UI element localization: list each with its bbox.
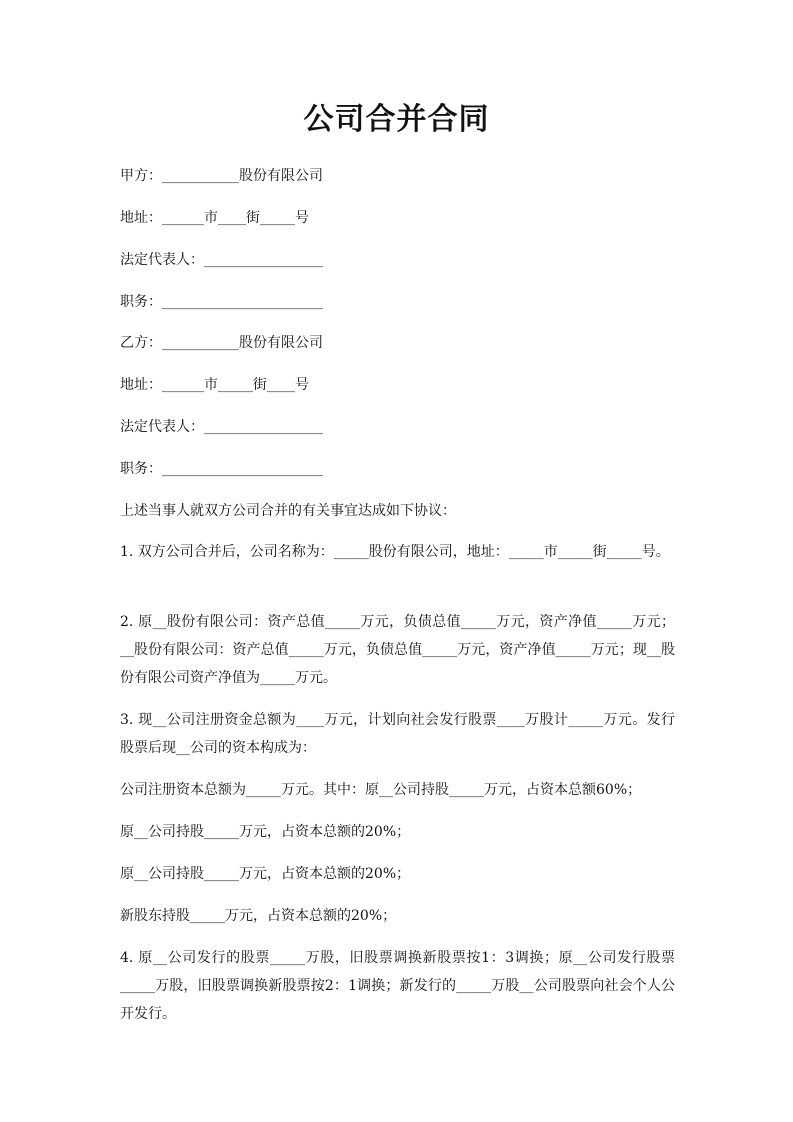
capital-line-2: 原__公司持股_____万元，占资本总额的20%； (120, 824, 411, 840)
party-a-name: 甲方：___________股份有限公司 (120, 168, 323, 184)
clause-2: 2. 原__股份有限公司：资产总值_____万元，负债总值_____万元，资产净值_____万元；__股份有限公司：资产总值_____万元，负债总值_____万元，资产净值_____万元；现__股份有限公司资产净值为_____万元。 (120, 614, 675, 686)
clause-1: 1. 双方公司合并后，公司名称为：_____股份有限公司，地址：_____市_____街_____号。 (120, 544, 670, 560)
party-b-name: 乙方：___________股份有限公司 (120, 335, 323, 351)
party-a-representative: 法定代表人：_________________ (120, 252, 323, 268)
clause-4: 4. 原__公司发行的股票_____万股，旧股票调换新股票按1：3调换；原__公司发行股票_____万股，旧股票调换新股票按2：1调换；新发行的_____万股__公司股票向社会个人公开发行。 (120, 950, 675, 1022)
capital-line-4: 新股东持股_____万元，占资本总额的20%； (120, 908, 397, 924)
capital-total-line: 公司注册资本总额为_____万元。其中：原__公司持股_____万元，占资本总额60%； (120, 782, 642, 798)
party-a-position: 职务：_______________________ (120, 294, 323, 310)
intro-paragraph: 上述当事人就双方公司合并的有关事宜达成如下协议： (120, 503, 456, 519)
party-b-representative: 法定代表人：_________________ (120, 419, 323, 435)
document-title: 公司合并合同 (303, 102, 490, 137)
clause-3: 3. 现__公司注册资金总额为____万元，计划向社会发行股票____万股计_____万元。发行股票后现__公司的资本构成为： (120, 712, 675, 756)
party-b-position: 职务：_______________________ (120, 461, 323, 477)
party-b-address: 地址：______市_____街____号 (120, 377, 309, 393)
capital-line-3: 原__公司持股_____万元，占资本总额的20%； (120, 866, 411, 882)
party-a-address: 地址：______市____街_____号 (120, 210, 309, 226)
